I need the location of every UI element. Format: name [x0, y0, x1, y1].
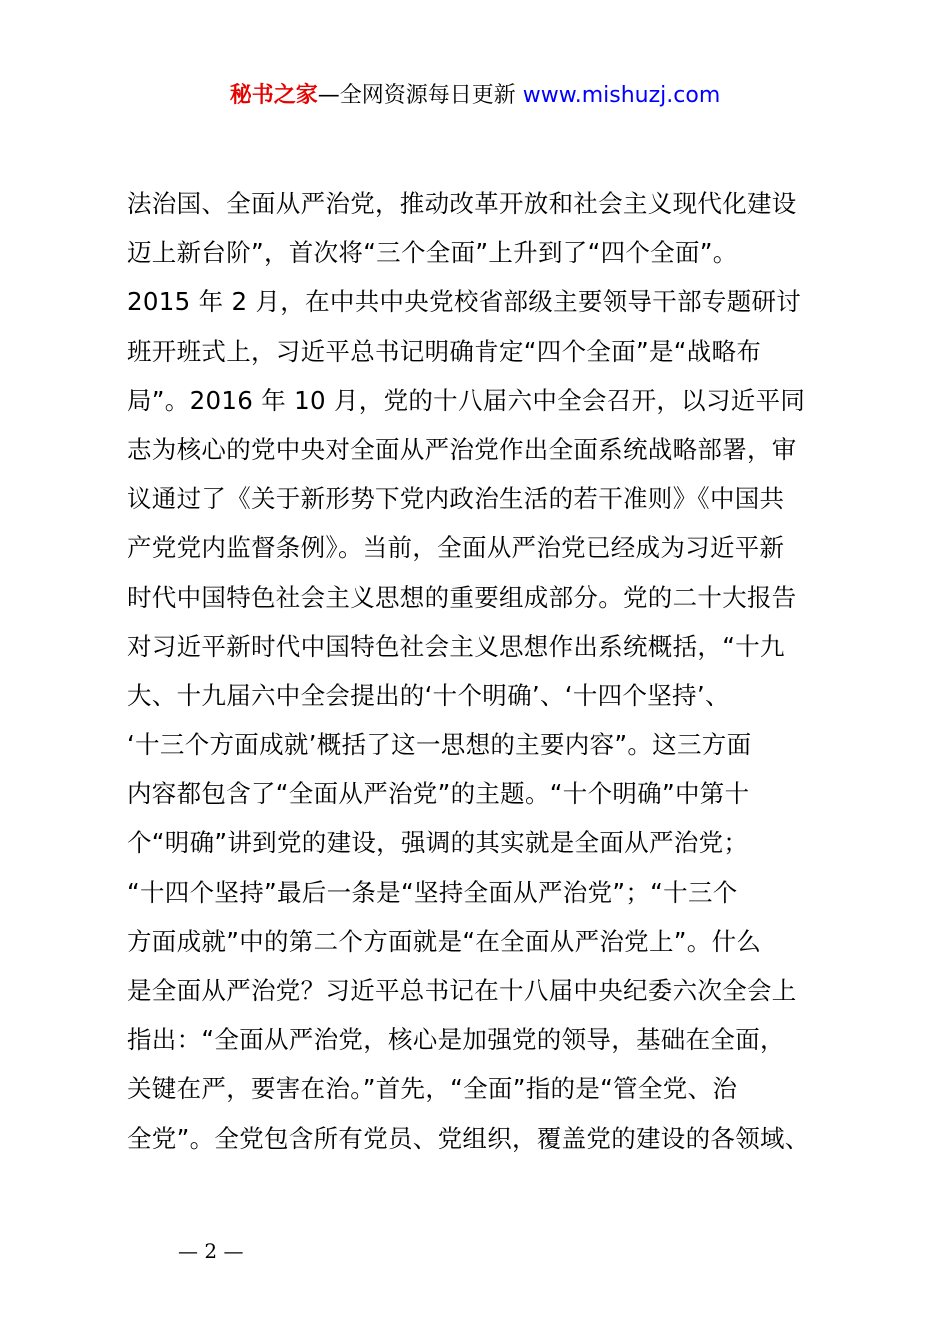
body-line: 内容都包含了“全面从严治党”的主题。“十个明确”中第十 [127, 779, 750, 809]
body-line: 个“明确”讲到党的建设，强调的其实就是全面从严治党； [127, 828, 749, 858]
body-line: “十四个坚持”最后一条是“坚持全面从严治党”；“十三个 [127, 877, 738, 907]
body-line: 方面成就”中的第二个方面就是“在全面从严治党上”。什么 [127, 926, 762, 956]
body-line: 时代中国特色社会主义思想的重要组成部分。党的二十大报告 [127, 582, 797, 612]
body-line: 法治国、全面从严治党，推动改革开放和社会主义现代化建设 [127, 189, 797, 218]
site-url-link[interactable]: www.mishuzj.com [522, 83, 721, 108]
body-line: 班开班式上，习近平总书记明确肯定“四个全面”是“战略布 [127, 336, 762, 366]
header-tagline: —全网资源每日更新 [317, 83, 516, 108]
document-body [127, 184, 847, 1168]
body-line: 2015 年 2 月，在中共中央党校省部级主要领导干部专题研讨 [127, 287, 802, 317]
body-line: 全党”。全党包含所有党员、党组织，覆盖党的建设的各领域、 [127, 1123, 810, 1153]
body-line: 对习近平新时代中国特色社会主义思想作出系统概括，“十九 [127, 631, 785, 661]
body-line: 迈上新台阶”，首次将“三个全面”上升到了“四个全面”。 [127, 238, 738, 268]
body-line: 志为核心的党中央对全面从严治党作出全面系统战略部署，审 [127, 434, 797, 464]
body-line: 产党党内监督条例》。当前，全面从严治党已经成为习近平新 [127, 533, 785, 563]
body-line: ‘十三个方面成就’概括了这一思想的主要内容”。这三方面 [127, 730, 752, 760]
body-line: 是全面从严治党？习近平总书记在十八届中央纪委六次全会上 [127, 976, 797, 1005]
body-line: 局”。2016 年 10 月，党的十八届六中全会召开，以习近平同 [127, 385, 806, 415]
body-line: 大、十九届六中全会提出的‘十个明确’、‘十四个坚持’、 [127, 680, 730, 710]
brand-name: 秘书之家 [229, 83, 318, 108]
body-line: 关键在严，要害在治。”首先，“全面”指的是“管全党、治 [127, 1074, 738, 1104]
body-line: 议通过了《关于新形势下党内政治生活的若干准则》《中国共 [127, 484, 785, 514]
body-line: 指出：“全面从严治党，核心是加强党的领导，基础在全面， [127, 1025, 785, 1055]
page-header [0, 80, 950, 112]
page-number: — 2 — [178, 1239, 244, 1263]
